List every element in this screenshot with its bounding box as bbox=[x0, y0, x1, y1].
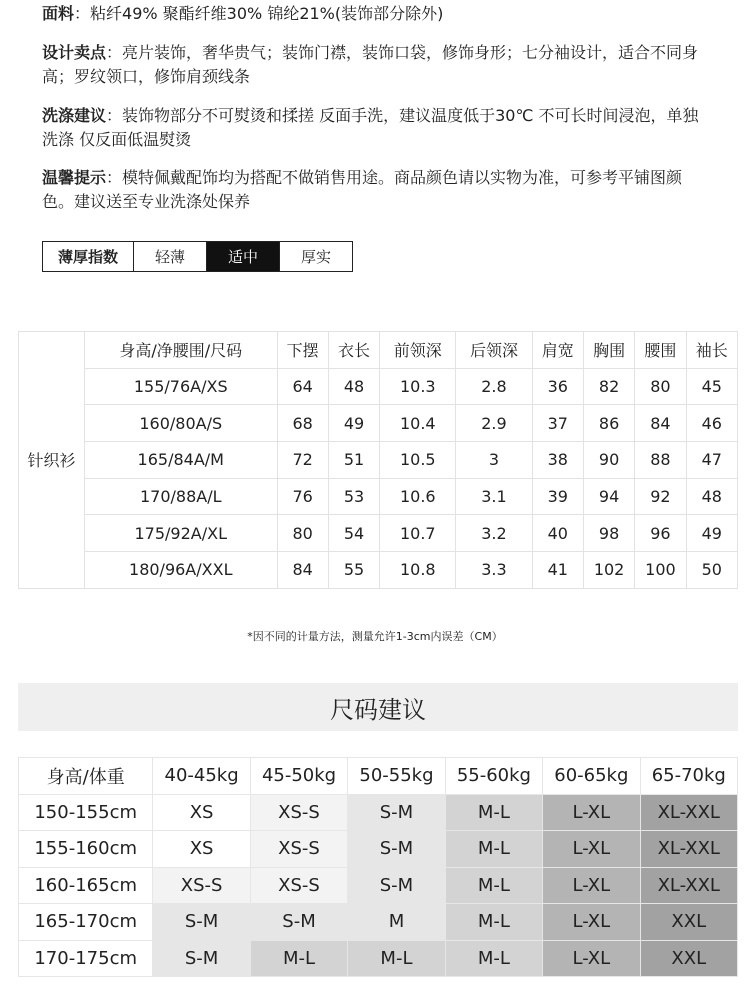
rec-size-cell: L-XL bbox=[543, 794, 640, 831]
size-cell: 2.8 bbox=[456, 368, 532, 405]
rec-size-cell: M-L bbox=[250, 940, 347, 977]
size-cell: 170/88A/L bbox=[85, 478, 278, 515]
size-cell: 90 bbox=[583, 442, 634, 479]
fabric-info bbox=[42, 2, 712, 26]
wash-text: ：装饰物部分不可熨烫和揉搓 反面手洗，建议温度低于30℃ 不可长时间浸泡，单独洗涤 仅反面低温熨烫 bbox=[42, 106, 699, 149]
rec-size-cell: XS-S bbox=[250, 794, 347, 831]
size-header-row bbox=[19, 332, 738, 369]
size-cell: 2.9 bbox=[456, 405, 532, 442]
size-header-cell: 后领深 bbox=[456, 332, 532, 369]
rec-row bbox=[19, 831, 738, 868]
rec-weight-header: 60-65kg bbox=[543, 758, 640, 795]
rec-height-cell: 160-165cm bbox=[19, 867, 153, 904]
rec-row bbox=[19, 904, 738, 941]
size-cell: 47 bbox=[686, 442, 737, 479]
size-row bbox=[19, 442, 738, 479]
size-cell: 3.2 bbox=[456, 515, 532, 552]
size-table bbox=[18, 331, 738, 589]
wash-info bbox=[42, 104, 712, 152]
rec-size-cell: XS bbox=[153, 794, 250, 831]
size-cell: 96 bbox=[635, 515, 686, 552]
rec-size-cell: S-M bbox=[348, 794, 445, 831]
tips-text: ：模特佩戴配饰均为搭配不做销售用途。商品颜色请以实物为准，可参考平铺图颜色。建议送至专业洗涤处保养 bbox=[42, 168, 683, 211]
size-cell: 45 bbox=[686, 368, 737, 405]
size-cell: 76 bbox=[277, 478, 328, 515]
rec-size-cell: L-XL bbox=[543, 867, 640, 904]
size-header-cell: 袖长 bbox=[686, 332, 737, 369]
thickness-label: 薄厚指数 bbox=[57, 248, 118, 266]
rec-size-cell: XL-XXL bbox=[640, 867, 737, 904]
size-header-cell: 肩宽 bbox=[532, 332, 583, 369]
size-cell: 48 bbox=[686, 478, 737, 515]
size-cell: 49 bbox=[686, 515, 737, 552]
fabric-label: 面料 bbox=[42, 4, 75, 23]
size-cell: 10.4 bbox=[380, 405, 456, 442]
size-header-cell: 衣长 bbox=[328, 332, 379, 369]
rec-size-cell: XS bbox=[153, 831, 250, 868]
rec-size-cell: XL-XXL bbox=[640, 831, 737, 868]
size-cell: 86 bbox=[583, 405, 634, 442]
rec-size-cell: S-M bbox=[250, 904, 347, 941]
rec-size-cell: XL-XXL bbox=[640, 794, 737, 831]
rec-size-cell: M-L bbox=[445, 867, 542, 904]
size-cell: 92 bbox=[635, 478, 686, 515]
rec-size-cell: XS-S bbox=[153, 867, 250, 904]
rec-weight-header: 40-45kg bbox=[153, 758, 250, 795]
wash-label: 洗涤建议 bbox=[42, 106, 107, 125]
size-header-cell: 身高/净腰围/尺码 bbox=[85, 332, 278, 369]
size-row bbox=[19, 478, 738, 515]
size-header-cell: 腰围 bbox=[635, 332, 686, 369]
size-cell: 48 bbox=[328, 368, 379, 405]
size-cell: 80 bbox=[277, 515, 328, 552]
size-cell: 10.6 bbox=[380, 478, 456, 515]
rec-size-cell: S-M bbox=[348, 831, 445, 868]
size-cell: 10.7 bbox=[380, 515, 456, 552]
rec-size-cell: S-M bbox=[348, 867, 445, 904]
size-cell: 94 bbox=[583, 478, 634, 515]
size-header-cell: 前领深 bbox=[380, 332, 456, 369]
size-cell: 10.3 bbox=[380, 368, 456, 405]
rec-size-cell: S-M bbox=[153, 904, 250, 941]
rec-height-cell: 155-160cm bbox=[19, 831, 153, 868]
size-cell: 84 bbox=[277, 552, 328, 589]
size-cell: 36 bbox=[532, 368, 583, 405]
thickness-option-thick: 厚实 bbox=[279, 242, 352, 271]
size-cell: 100 bbox=[635, 552, 686, 589]
rec-size-cell: L-XL bbox=[543, 940, 640, 977]
size-header-cell: 下摆 bbox=[277, 332, 328, 369]
size-row bbox=[19, 368, 738, 405]
size-cell: 64 bbox=[277, 368, 328, 405]
size-cell: 175/92A/XL bbox=[85, 515, 278, 552]
rec-size-cell: M-L bbox=[445, 831, 542, 868]
rec-size-cell: S-M bbox=[153, 940, 250, 977]
rec-size-cell: L-XL bbox=[543, 904, 640, 941]
rec-size-cell: M-L bbox=[445, 904, 542, 941]
size-cell: 10.8 bbox=[380, 552, 456, 589]
size-cell: 39 bbox=[532, 478, 583, 515]
rec-size-cell: XS-S bbox=[250, 867, 347, 904]
size-cell: 88 bbox=[635, 442, 686, 479]
rec-size-cell: M-L bbox=[445, 794, 542, 831]
tips-label: 温馨提示 bbox=[42, 168, 107, 187]
size-header-cell: 胸围 bbox=[583, 332, 634, 369]
size-cell: 46 bbox=[686, 405, 737, 442]
rec-height-cell: 165-170cm bbox=[19, 904, 153, 941]
rec-size-cell: XS-S bbox=[250, 831, 347, 868]
rec-row bbox=[19, 794, 738, 831]
rec-size-cell: XXL bbox=[640, 940, 737, 977]
size-cell: 38 bbox=[532, 442, 583, 479]
rec-size-cell: M-L bbox=[348, 940, 445, 977]
size-cell: 50 bbox=[686, 552, 737, 589]
thickness-option-medium-selected: 适中 bbox=[206, 242, 279, 271]
rec-size-cell: XXL bbox=[640, 904, 737, 941]
tips-info bbox=[42, 166, 712, 214]
thickness-index bbox=[42, 241, 353, 272]
size-cell: 54 bbox=[328, 515, 379, 552]
size-cell: 3 bbox=[456, 442, 532, 479]
size-cell: 37 bbox=[532, 405, 583, 442]
size-cell: 3.1 bbox=[456, 478, 532, 515]
rec-size-cell: L-XL bbox=[543, 831, 640, 868]
category-cell: 针织衫 bbox=[19, 332, 85, 589]
size-cell: 51 bbox=[328, 442, 379, 479]
rec-weight-header: 45-50kg bbox=[250, 758, 347, 795]
rec-size-cell: M bbox=[348, 904, 445, 941]
rec-height-cell: 150-155cm bbox=[19, 794, 153, 831]
size-row bbox=[19, 515, 738, 552]
size-cell: 82 bbox=[583, 368, 634, 405]
rec-size-cell: M-L bbox=[445, 940, 542, 977]
size-cell: 41 bbox=[532, 552, 583, 589]
fabric-text: ：粘纤49% 聚酯纤维30% 锦纶21%(装饰部分除外) bbox=[74, 4, 444, 23]
rec-corner-cell: 身高/体重 bbox=[19, 758, 153, 795]
size-cell: 102 bbox=[583, 552, 634, 589]
rec-height-cell: 170-175cm bbox=[19, 940, 153, 977]
size-cell: 180/96A/XXL bbox=[85, 552, 278, 589]
size-cell: 49 bbox=[328, 405, 379, 442]
rec-weight-header: 55-60kg bbox=[445, 758, 542, 795]
rec-row bbox=[19, 867, 738, 904]
design-info bbox=[42, 41, 712, 89]
size-cell: 98 bbox=[583, 515, 634, 552]
design-label: 设计卖点 bbox=[42, 43, 107, 62]
size-cell: 53 bbox=[328, 478, 379, 515]
measurement-note: *因不同的计量方法，测量允许1-3cm内误差（CM） bbox=[247, 630, 503, 643]
size-cell: 68 bbox=[277, 405, 328, 442]
size-cell: 80 bbox=[635, 368, 686, 405]
size-recommendation-table bbox=[18, 757, 738, 977]
rec-row bbox=[19, 940, 738, 977]
size-cell: 84 bbox=[635, 405, 686, 442]
size-cell: 55 bbox=[328, 552, 379, 589]
thickness-option-light: 轻薄 bbox=[133, 242, 206, 271]
design-text: ：亮片装饰，奢华贵气；装饰门襟，装饰口袋，修饰身形；七分袖设计，适合不同身高；罗纹领口，修饰肩颈线条 bbox=[42, 43, 699, 86]
size-cell: 72 bbox=[277, 442, 328, 479]
size-cell: 3.3 bbox=[456, 552, 532, 589]
rec-weight-header: 65-70kg bbox=[640, 758, 737, 795]
size-row bbox=[19, 552, 738, 589]
size-recommendation-title: 尺码建议 bbox=[18, 683, 738, 731]
size-cell: 40 bbox=[532, 515, 583, 552]
size-cell: 160/80A/S bbox=[85, 405, 278, 442]
size-row bbox=[19, 405, 738, 442]
size-cell: 10.5 bbox=[380, 442, 456, 479]
size-cell: 165/84A/M bbox=[85, 442, 278, 479]
size-cell: 155/76A/XS bbox=[85, 368, 278, 405]
rec-weight-header: 50-55kg bbox=[348, 758, 445, 795]
rec-header-row bbox=[19, 758, 738, 795]
